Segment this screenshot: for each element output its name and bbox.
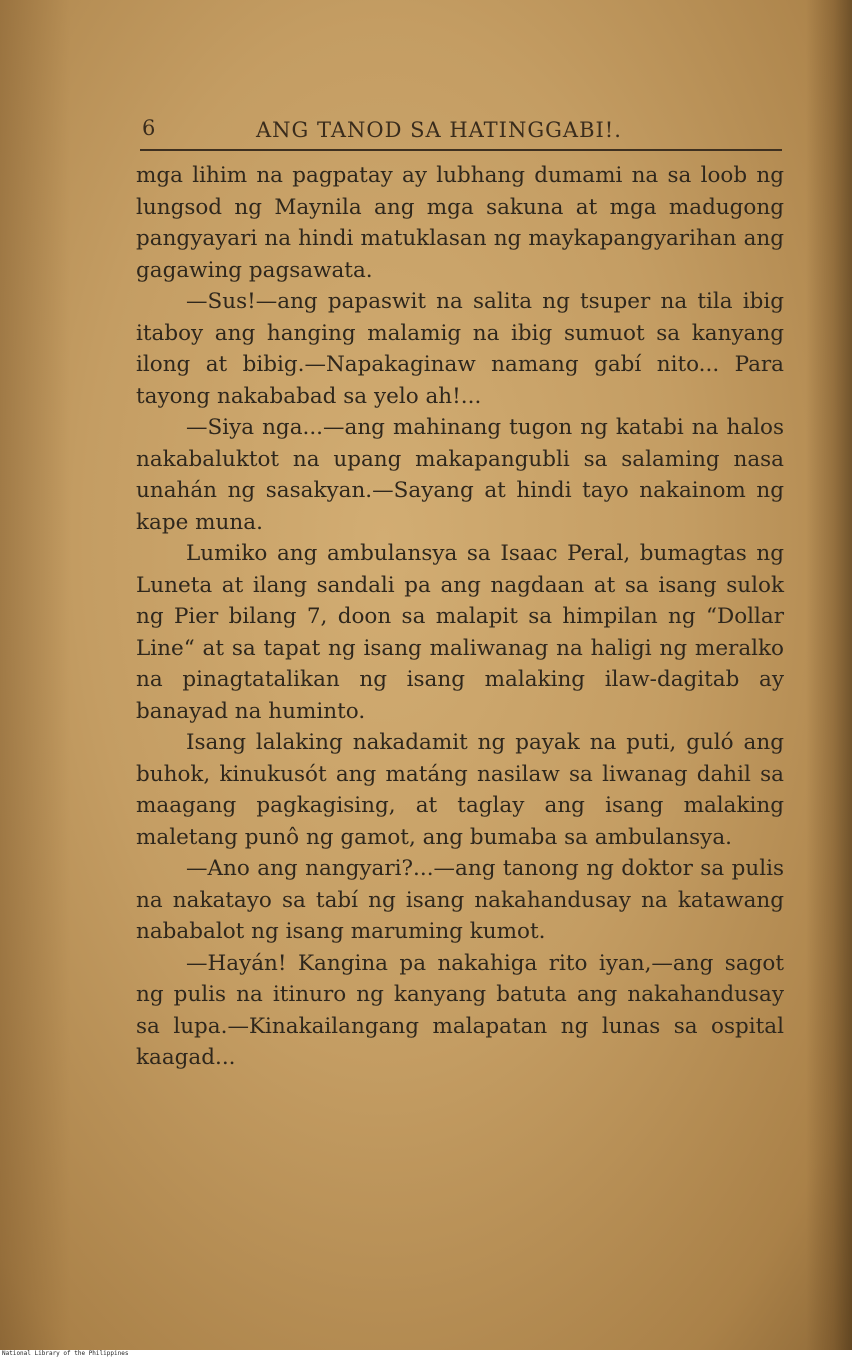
paragraph: Isang lalaking nakadamit ng payak na puti, guló ang buhok, kinukusót ang matáng nasilaw sa liwanag dahil sa maagang pagkagising, at taglay ang isang malaking maletang punô ng gamot, ang bumaba sa ambulansya. <box>136 730 784 850</box>
page-shadow-left <box>0 0 70 1350</box>
paragraph: —Sus!—ang papaswit na salita ng tsuper na tila ibig itaboy ang hanging malamig na ibig sumuot sa kanyang ilong at bibig.—Napakaginaw namang gabí nito... Para tayong nakababad sa yelo ah!... <box>136 289 784 409</box>
paragraph: —Hayán! Kangina pa nakahiga rito iyan,—ang sagot ng pulis na itinuro ng kanyang batuta ang nakahandusay sa lupa.—Kinakailangang malapatan ng lunas sa ospital kaagad... <box>136 950 784 1070</box>
page-spine-shadow <box>806 0 852 1350</box>
page-number: 6 <box>142 116 157 140</box>
body-text <box>136 160 784 1074</box>
paragraph: Lumiko ang ambulansya sa Isaac Peral, bumagtas ng Luneta at ilang sandali pa ang nagdaan at sa isang sulok ng Pier bilang 7, doon sa malapit sa himpilan ng “Dollar Line“ at sa tapat ng isang maliwanag na haligi ng meralko na pinagtatalikan ng isang malaking ilaw-dagitab ay banayad na huminto. <box>136 541 784 724</box>
scan-credit: National Library of the Philippines <box>2 1350 129 1357</box>
running-title: ANG TANOD SA HATINGGABI!. <box>256 118 622 142</box>
paragraph: —Siya nga...—ang mahinang tugon ng katabi na halos nakabaluktot na upang makapangubli sa salaming nasa unahán ng sasakyan.—Sayang at hindi tayo nakainom ng kape muna. <box>136 415 784 535</box>
running-header <box>140 116 780 146</box>
header-rule <box>140 149 782 151</box>
paragraph: —Ano ang nangyari?...—ang tanong ng doktor sa pulis na nakatayo sa tabí ng isang nakahandusay na katawang nababalot ng isang maruming kumot. <box>136 856 784 944</box>
paragraph: mga lihim na pagpatay ay lubhang dumami na sa loob ng lungsod ng Maynila ang mga sakuna at mga madugong pangyayari na hindi matuklasan ng maykapangyarihan ang gagawing pagsawata. <box>136 163 784 283</box>
scan-credit-bar <box>0 1350 852 1358</box>
